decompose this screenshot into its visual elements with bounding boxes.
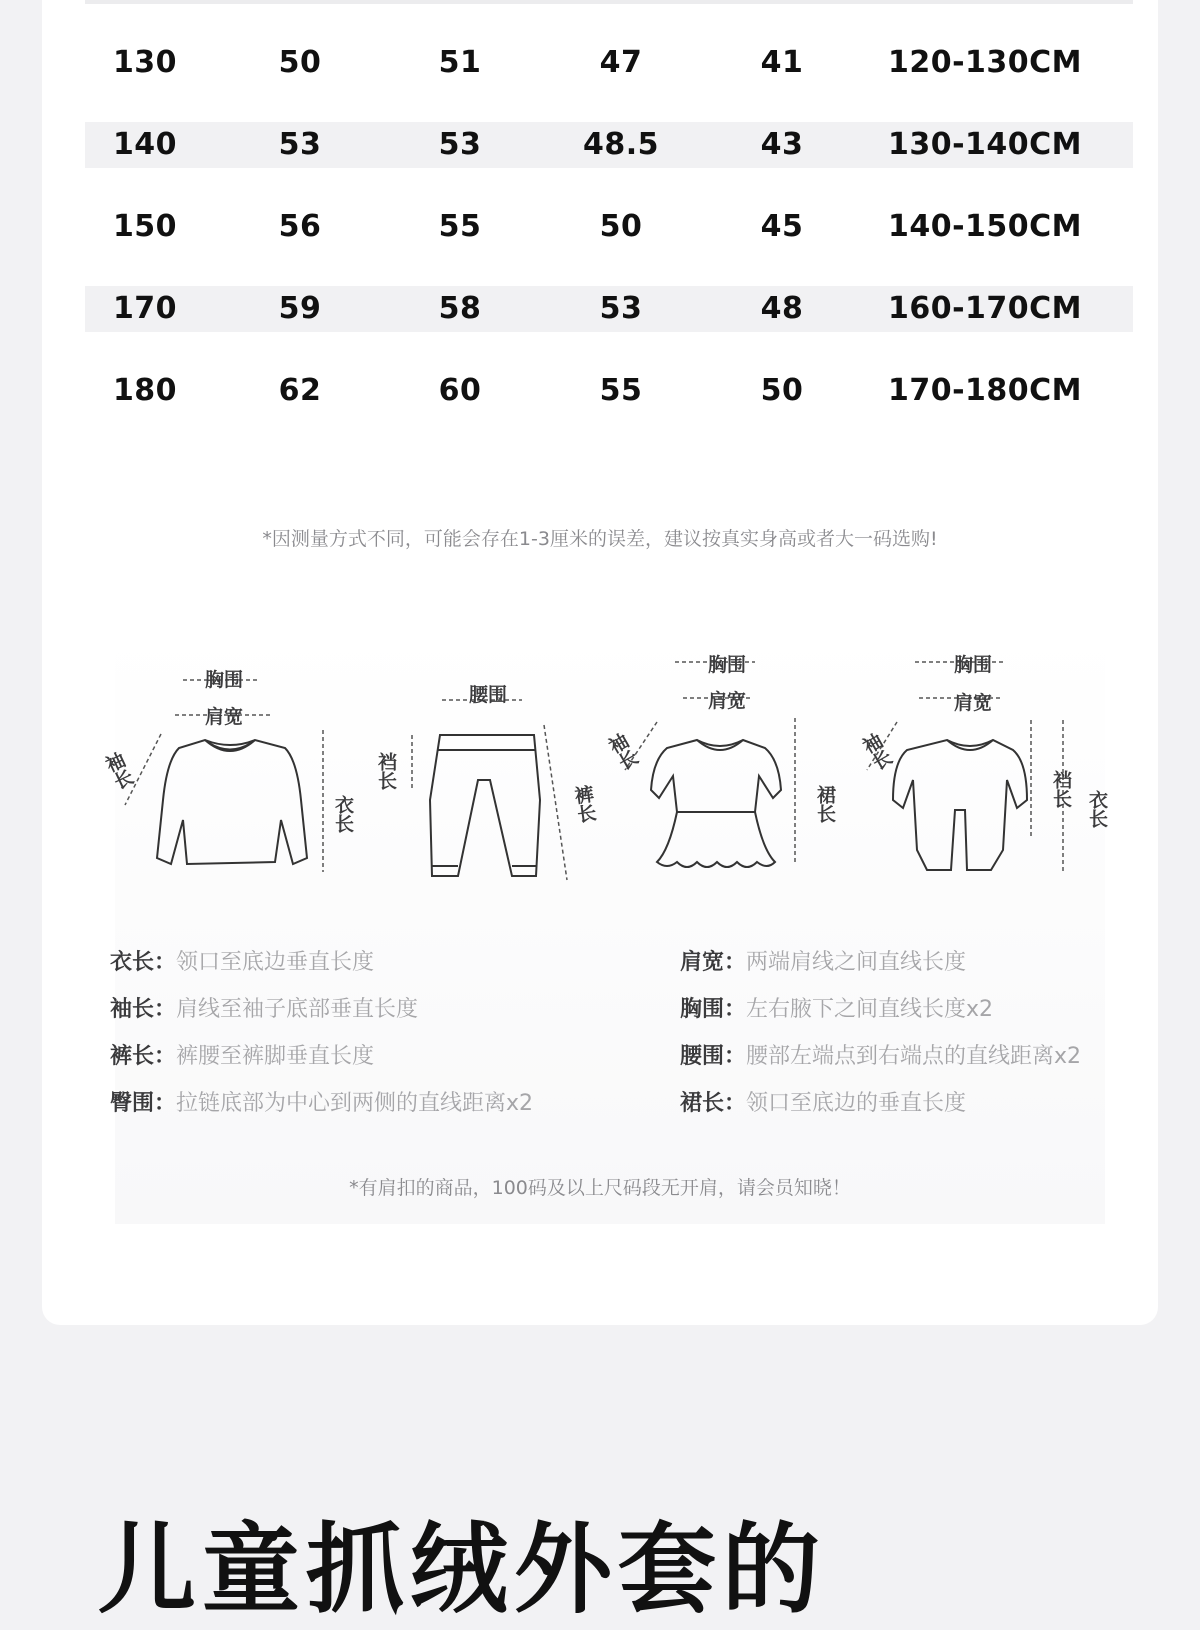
shoulder-label: 肩宽 [205,706,244,728]
table-cell: 140-150CM [887,209,1083,244]
table-cell: 50 [760,373,804,408]
table-cell: 170-180CM [887,373,1083,408]
table-cell: 45 [760,209,804,244]
definition-item: 裤长：裤腰至裤脚垂直长度 [110,1044,375,1069]
romper-figure [855,640,1115,900]
table-row [85,122,1133,168]
definition-item: 胸围：左右腋下之间直线长度x2 [680,997,994,1022]
table-row [85,286,1133,332]
shoulder-buckle-note: *有肩扣的商品，100码及以上尺码段无开肩，请会员知晓！ [349,1177,851,1199]
table-cell: 160-170CM [887,291,1083,326]
romper-sleeve-label: 袖长 [856,730,896,774]
table-cell: 140 [112,127,178,162]
romper-crotch-label: 裆长 [1050,770,1072,808]
dress-figure [602,640,845,900]
table-cell: 51 [438,45,482,80]
table-cell: 60 [438,373,482,408]
definition-item: 肩宽：两端肩线之间直线长度 [680,950,967,975]
table-cell: 53 [438,127,482,162]
table-cell: 58 [438,291,482,326]
table-cell: 59 [278,291,322,326]
table-cell: 53 [599,291,643,326]
chest-label: 胸围 [205,669,244,691]
table-row [85,368,1133,414]
pants-length-label: 裤长 [570,783,598,825]
dress-icon [602,640,845,900]
sleeve-label: 袖长 [100,749,136,793]
table-cell: 53 [278,127,322,162]
body-length-label: 衣长 [332,795,354,833]
table-cell: 62 [278,373,322,408]
definition-item: 袖长：肩线至袖子底部垂直长度 [110,997,419,1022]
definition-item: 衣长：领口至底边垂直长度 [110,950,375,975]
table-cell: 41 [760,45,804,80]
table-cell: 47 [599,45,643,80]
table-cell: 180 [112,373,178,408]
dress-shoulder-label: 肩宽 [708,690,747,712]
table-row [85,204,1133,250]
table-cell: 48.5 [582,127,660,162]
section-headline: 儿童抓绒外套的 [98,1513,827,1627]
measurement-note: *因测量方式不同，可能会存在1-3厘米的误差，建议按真实身高或者大一码选购! [262,528,938,550]
table-cell: 43 [760,127,804,162]
romper-length-label: 衣长 [1086,790,1108,828]
table-cell: 170 [112,291,178,326]
table-cell: 120-130CM [887,45,1083,80]
romper-shoulder-label: 肩宽 [954,692,993,714]
pants-figure [372,680,602,910]
table-row [85,40,1133,86]
pants-icon [372,680,602,910]
table-cell: 48 [760,291,804,326]
table-cell: 56 [278,209,322,244]
table-cell: 55 [599,373,643,408]
table-top-divider [85,0,1133,4]
table-cell: 50 [599,209,643,244]
romper-chest-label: 胸围 [954,654,993,676]
table-cell: 150 [112,209,178,244]
table-cell: 50 [278,45,322,80]
table-cell: 130-140CM [887,127,1083,162]
dress-chest-label: 胸围 [708,654,747,676]
definition-item: 腰围：腰部左端点到右端点的直线距离x2 [680,1044,1082,1069]
definition-item: 裙长：领口至底边的垂直长度 [680,1091,967,1116]
waist-label: 腰围 [469,684,508,706]
crotch-label: 裆长 [375,752,397,790]
dress-sleeve-label: 袖长 [602,730,642,774]
table-cell: 55 [438,209,482,244]
definition-item: 臀围：拉链底部为中心到两侧的直线距离x2 [110,1091,534,1116]
skirt-length-label: 裙长 [814,785,836,823]
table-cell: 130 [112,45,178,80]
romper-icon [855,640,1115,900]
